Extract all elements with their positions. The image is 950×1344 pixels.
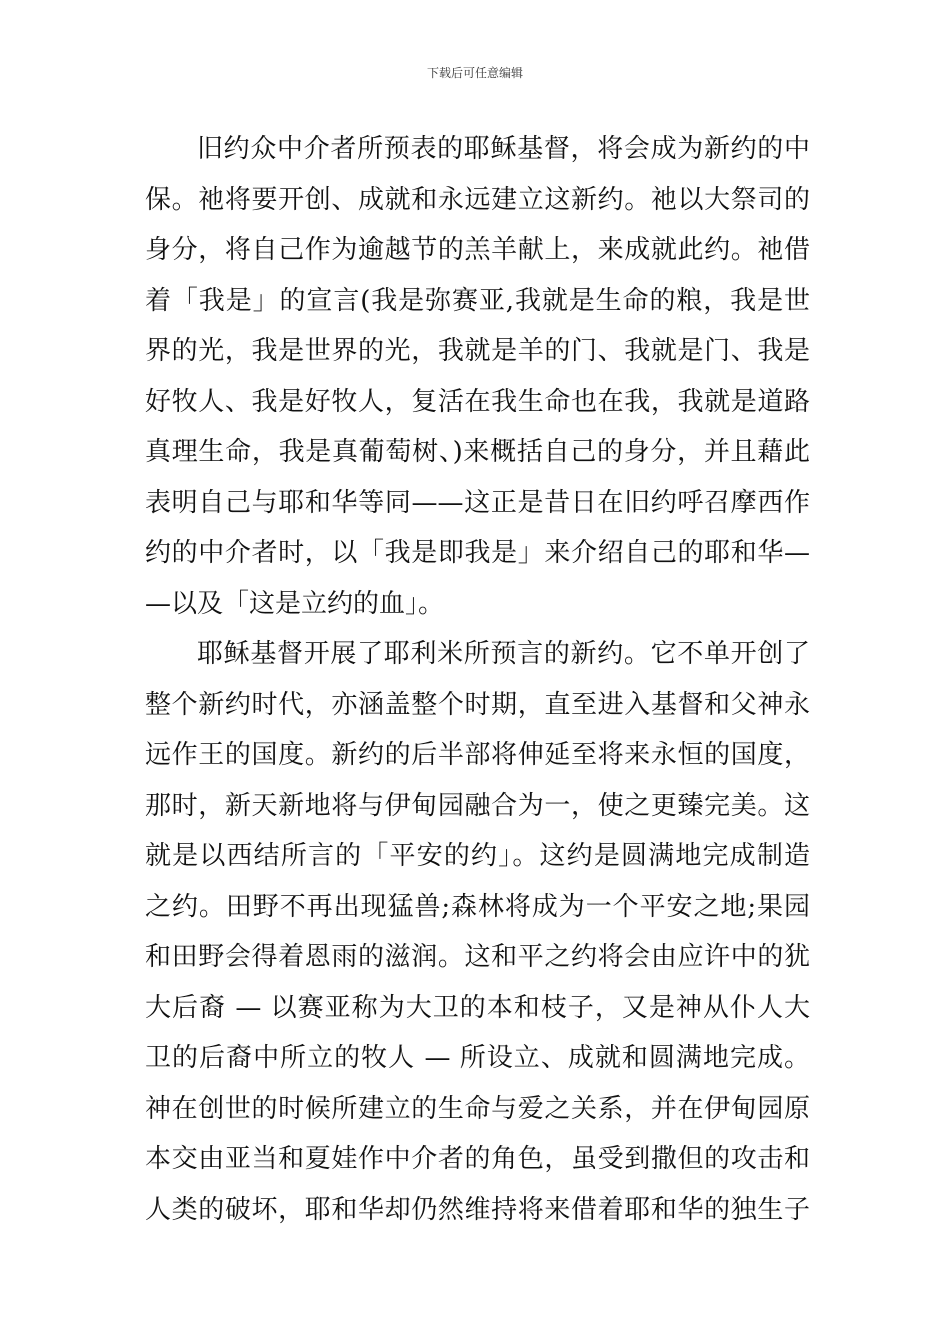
text-line: 神在创世的时候所建立的生命与爱之关系，并在伊甸园原 [145, 1093, 810, 1124]
text-line: 大后裔 — 以赛亚称为大卫的本和枝子，又是神从仆人大 [145, 992, 810, 1023]
paragraph-2 [145, 629, 810, 1235]
text-line: 界的光，我是世界的光，我就是羊的门、我就是门、我是 [145, 336, 810, 366]
paragraph-1 [145, 124, 810, 629]
text-line: 那时，新天新地将与伊甸园融合为一，使之更臻完美。这 [145, 790, 810, 821]
text-line: 约的中介者时，以「我是即我是」来介绍自己的耶和华— [145, 538, 810, 568]
text-line: 表明自己与耶和华等同——这正是昔日在旧约呼召摩西作 [145, 487, 810, 518]
text-line: 卫的后裔中所立的牧人 — 所设立、成就和圆满地完成。 [145, 1043, 810, 1073]
text-line: 耶稣基督开展了耶利米所预言的新约。它不单开创了 [197, 639, 810, 669]
text-line: 保。祂将要开创、成就和永远建立这新约。祂以大祭司的 [145, 184, 810, 215]
text-line: 旧约众中介者所预表的耶稣基督，将会成为新约的中 [197, 134, 810, 164]
text-line: 就是以西结所言的「平安的约」。这约是圆满地完成制造 [145, 841, 810, 871]
text-line: 远作王的国度。新约的后半部将伸延至将来永恒的国度， [145, 740, 810, 770]
page-header: 下载后可任意编辑 [426, 66, 523, 80]
text-line: 整个新约时代，亦涵盖整个时期，直至进入基督和父神永 [145, 689, 810, 720]
text-line: 本交由亚当和夏娃作中介者的角色，虽受到撒但的攻击和 [145, 1144, 810, 1174]
text-line: 人类的破坏，耶和华却仍然维持将来借着耶和华的独生子 [145, 1194, 810, 1225]
text-line: 好牧人、我是好牧人，复活在我生命也在我，我就是道路 [145, 386, 810, 417]
text-line: 着「我是」的宣言(我是弥赛亚,我就是生命的粮，我是世 [145, 285, 810, 316]
text-line: 和田野会得着恩雨的滋润。这和平之约将会由应许中的犹 [145, 942, 810, 972]
text-line: 真理生命，我是真葡萄树、)来概括自己的身分，并且藉此 [145, 437, 810, 467]
text-line: 身分，将自己作为逾越节的羔羊献上，来成就此约。祂借 [145, 235, 810, 265]
text-line: 之约。田野不再出现猛兽;森林将成为一个平安之地;果园 [145, 891, 810, 922]
text-line: —以及「这是立约的血」。 [145, 588, 445, 619]
document-body [145, 124, 810, 1235]
